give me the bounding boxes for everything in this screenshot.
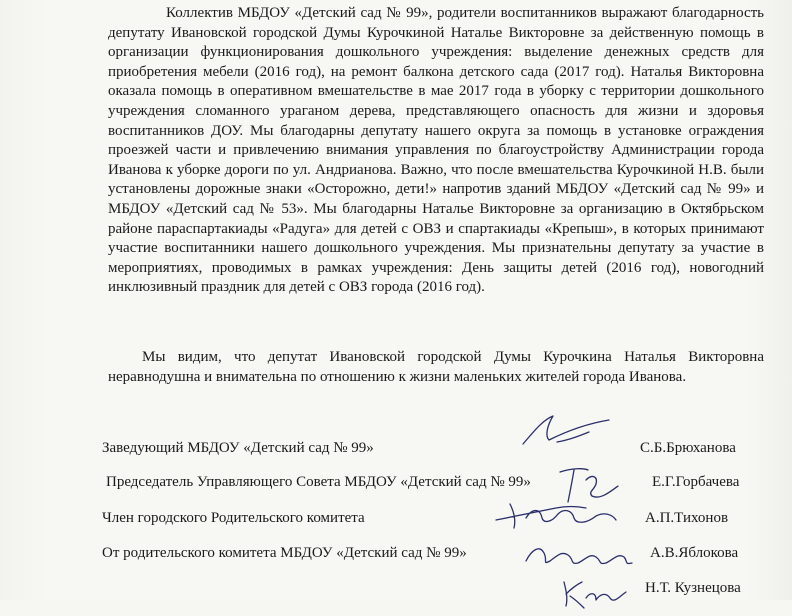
handwritten-signature-1 — [505, 410, 645, 456]
signatory-role: От родительского комитета МБДОУ «Детский сад № 99» — [102, 545, 467, 561]
letter-paragraph-2: Мы видим, что депутат Ивановской городской Думы Курочкина Наталья Викторовна неравнодушна и внимательна по отношению к жизни маленьких жителей города Иванова. — [108, 349, 764, 385]
signatory-role: Заведующий МБДОУ «Детский сад № 99» — [102, 440, 374, 456]
signatory-name: А.В.Яблокова — [650, 545, 739, 561]
signature-row — [0, 474, 792, 500]
signature-row — [0, 580, 792, 606]
signatory-name: А.П.Тихонов — [645, 510, 729, 526]
letter-paragraph-1: Коллектив МБДОУ «Детский сад № 99», родители воспитанников выражают благодарность депутату Ивановской городской Думы Курочкиной Наталье Викторовне за действенную помощь в организации функционирования дошкольного учреждения: выделение денежных средств для приобретения мебели (2016 год), на ремонт балкона детского сада (2017 год). Наталья Викторовна оказала помощь в оперативном вмешательстве в мае 2017 года в уборку с территории дошкольного учреждения сломанного ураганом дерева, представляющего опасность для жизни и здоровья воспитанников ДОУ. Мы благодарны депутату нашего округа за помощь в установке ограждения проезжей части и привлечению внимания управления по благоустройству Администрации города Иванова к уборке дороги по ул. Андрианова. Важно, что после вмешательства Курочкиной Н.В. были установлены дорожные знаки «Осторожно, дети!» напротив зданий МБДОУ «Детский сад № 99» и МБДОУ «Детский сад № 53». Мы благодарны Наталье Викторовне за организацию в Октябрьском районе параспартакиады «Радуга» для детей с ОВЗ и спартакиады «Крепыш», в которых принимают участие воспитанники нашего дошкольного учреждения. Мы признательны депутату за участие в мероприятиях, проводимых в рамках учреждения: День защиты детей (2016 год), новогодний инклюзивный праздник для детей с ОВЗ города (2016 год). — [108, 5, 764, 296]
signatory-name: С.Б.Брюханова — [640, 440, 736, 456]
signatory-name: Н.Т. Кузнецова — [645, 580, 741, 596]
signatory-role: Член городского Родительского комитета — [102, 510, 365, 526]
signatory-role: Председатель Управляющего Совета МБДОУ «Детский сад № 99» — [106, 474, 531, 490]
signature-row — [0, 545, 792, 571]
signatory-name: Е.Г.Горбачева — [652, 474, 740, 490]
handwritten-signature-3 — [486, 490, 626, 536]
signature-row — [0, 510, 792, 536]
